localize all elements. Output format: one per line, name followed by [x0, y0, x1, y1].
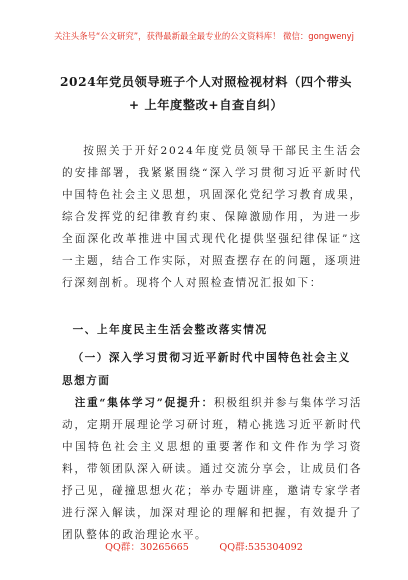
paragraph-body: 积极组织并参与集体学习活动，定期开展理论学习研讨班，精心挑选习近平新时代中国特色社会主义思想的重要著作和文件作为学习资料，带领团队深入研读。通过交流分享会，让成员们各抒己见，碰撞思想火花；举办专题讲座，邀请专家学者进行深入解读，加深对理论的理解和把握，有效提升了团队整体的政治理论水平。 [62, 397, 363, 541]
intro-paragraph: 按照关于开好2024年度党员领导干部民主生活会的安排部署，我紧紧围绕“深入学习贯彻习近平新时代中国特色社会主义思想，巩固深化党纪学习教育成果，综合发挥党的纪律教育约束、保障激励作用，为进一步全面深化改革推进中国式现代化提供坚强纪律保证”这一主题，结合工作实际，对照查摆存在的问题，逐项进行深刻剖析。现将个人对照检查情况汇报如下： [62, 145, 362, 289]
qq-group-2: QQ群:535304092 [219, 542, 303, 553]
footer-contact [0, 539, 408, 553]
subsection-heading: （一）深入学习贯彻习近平新时代中国特色社会主义思想方面 [62, 352, 351, 387]
collective-study-paragraph [62, 392, 362, 546]
paragraph-lead: 注重“集体学习”促提升： [74, 397, 214, 409]
document-title: 2024年党员领导班子个人对照检视材料（四个带头 + 上年度整改+自查自纠） [59, 75, 353, 112]
section-heading: 一、上年度民主生活会整改落实情况 [72, 324, 268, 336]
qq-group-1: QQ群：30265665 [105, 542, 189, 553]
header-notice: 关注头条号“公文研究”，获得最新最全最专业的公文资料库！ 微信：gongwenyj [54, 31, 354, 41]
